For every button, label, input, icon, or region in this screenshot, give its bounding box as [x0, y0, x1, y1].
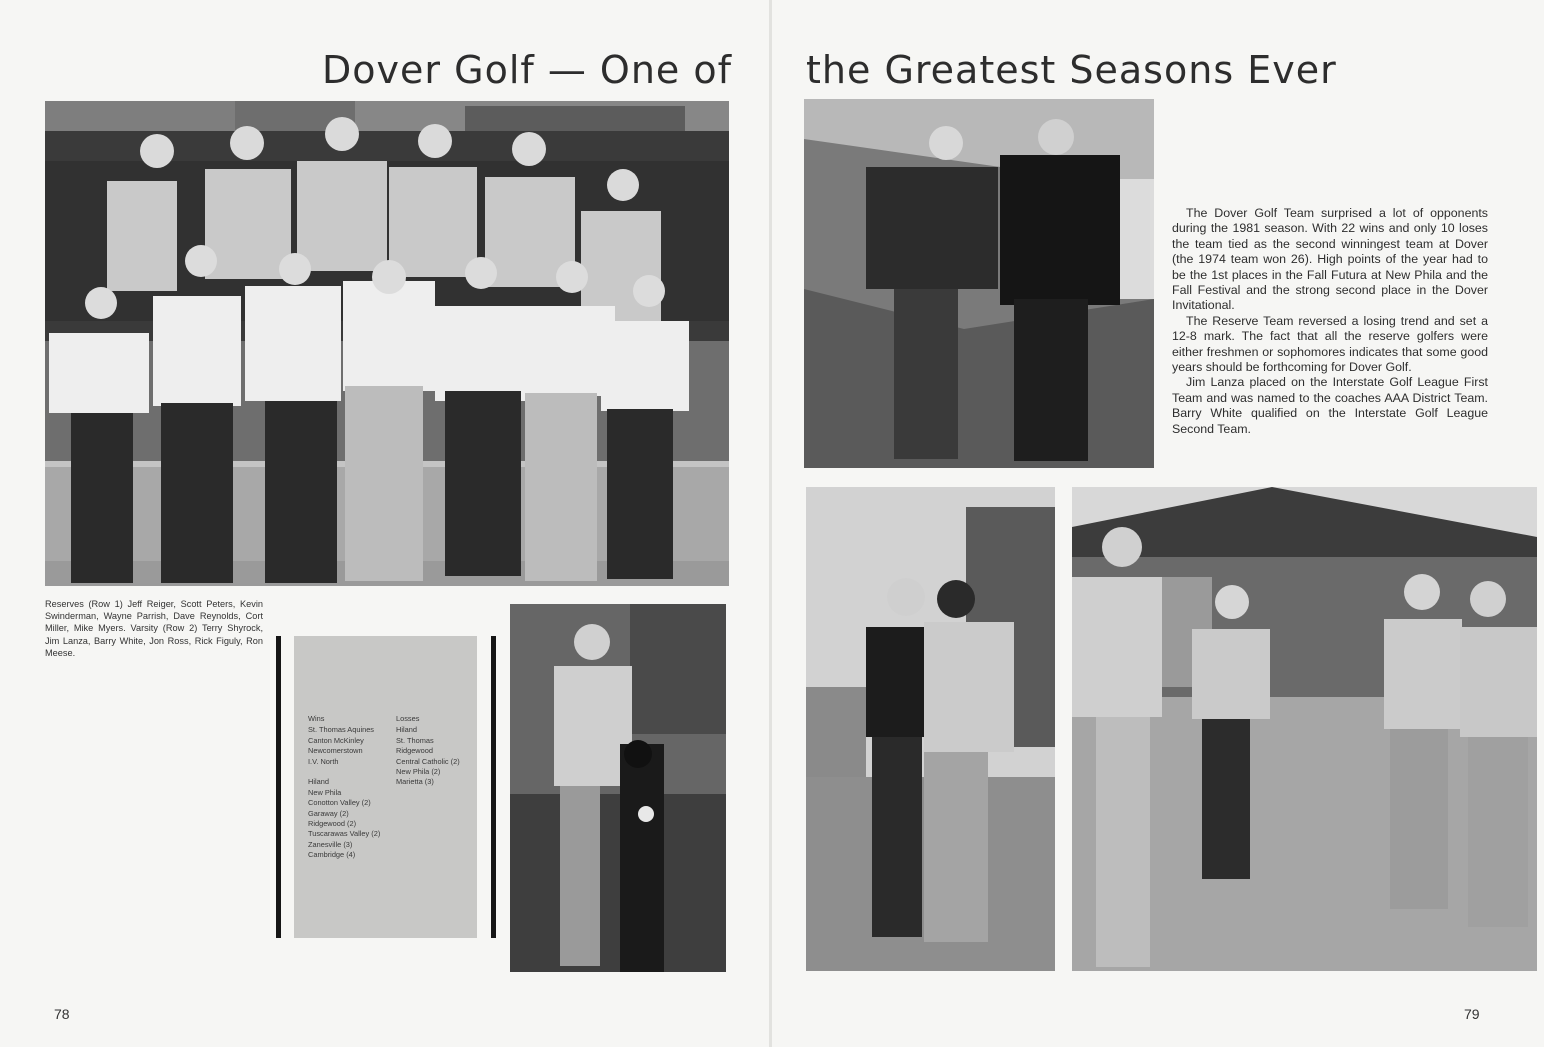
win-item: St. Thomas Aquines	[308, 725, 375, 735]
win-item: Zanesville (3)	[308, 839, 353, 849]
record-panel	[294, 636, 477, 938]
losses-heading: Losses	[396, 714, 420, 723]
win-item: Cambridge (4)	[308, 850, 356, 860]
win-item: Garaway (2)	[308, 808, 349, 818]
record-rule-left	[276, 636, 281, 938]
story-paragraph: The Reserve Team reversed a losing trend and set a 12-8 mark. The fact that all the reserve golfers were either freshmen or sophomores indicates that some good years should be forthcoming for Dover Golf.	[1172, 313, 1488, 375]
wins-column	[308, 714, 390, 861]
losses-column	[396, 714, 468, 861]
losses-list	[396, 725, 468, 787]
loss-item: St. Thomas	[396, 735, 434, 745]
win-item: Tuscarawas Valley (2)	[308, 829, 381, 839]
headline-left: Dover Golf — One of	[322, 48, 732, 92]
coaches-photo	[804, 99, 1154, 468]
loss-item: Hiland	[396, 725, 417, 735]
win-item: I.V. North	[308, 756, 339, 766]
win-item: Ridgewood (2)	[308, 819, 357, 829]
season-record	[276, 636, 496, 938]
loss-item: Ridgewood	[396, 746, 433, 756]
loss-item: Marietta (3)	[396, 777, 434, 787]
page-number-right: 79	[1464, 1006, 1480, 1022]
wins-heading: Wins	[308, 714, 325, 723]
story-paragraph: Jim Lanza placed on the Interstate Golf League First Team and was named to the coaches AAA District Team. Barry White qualified on the Interstate Golf League Second Team.	[1172, 375, 1488, 436]
golfers-group-photo	[1072, 487, 1537, 971]
left-page	[0, 0, 770, 1047]
story-paragraph: The Dover Golf Team surprised a lot of opponents during the 1981 season. With 22 wins and only 10 loses the team tied as the second winningest team at Dover (the 1974 team won 26). High points of the year had to be the 1st places in the Fall Futura at New Phila and the Fall Festival and the strong second place in the Dover Invitational.	[1172, 206, 1488, 313]
wins-list	[308, 725, 390, 860]
season-story	[1172, 206, 1488, 437]
page-number-left: 78	[54, 1006, 70, 1022]
win-item: Conotton Valley (2)	[308, 798, 371, 808]
record-rule-right	[491, 636, 496, 938]
loss-item: New Phila (2)	[396, 767, 441, 777]
right-page	[772, 0, 1544, 1047]
win-item: New Phila	[308, 787, 342, 797]
team-photo-caption: Reserves (Row 1) Jeff Reiger, Scott Peters, Kevin Swinderman, Wayne Parrish, Dave Reynolds, Cort Miller, Mike Myers. Varsity (Row 2) Terry Shyrock, Jim Lanza, Barry White, Jon Ross, Rick Figuly, Ron Meese.	[45, 599, 263, 658]
two-golfers-photo	[806, 487, 1055, 971]
win-item: Newcomerstown	[308, 746, 363, 756]
headline-right: the Greatest Seasons Ever	[806, 48, 1337, 92]
win-item: Canton McKinley	[308, 735, 364, 745]
team-photo	[45, 101, 729, 586]
golfer-with-bag-photo	[510, 604, 726, 972]
loss-item: Central Catholic (2)	[396, 756, 460, 766]
win-item: Hiland	[308, 777, 329, 787]
record-columns	[308, 714, 468, 861]
